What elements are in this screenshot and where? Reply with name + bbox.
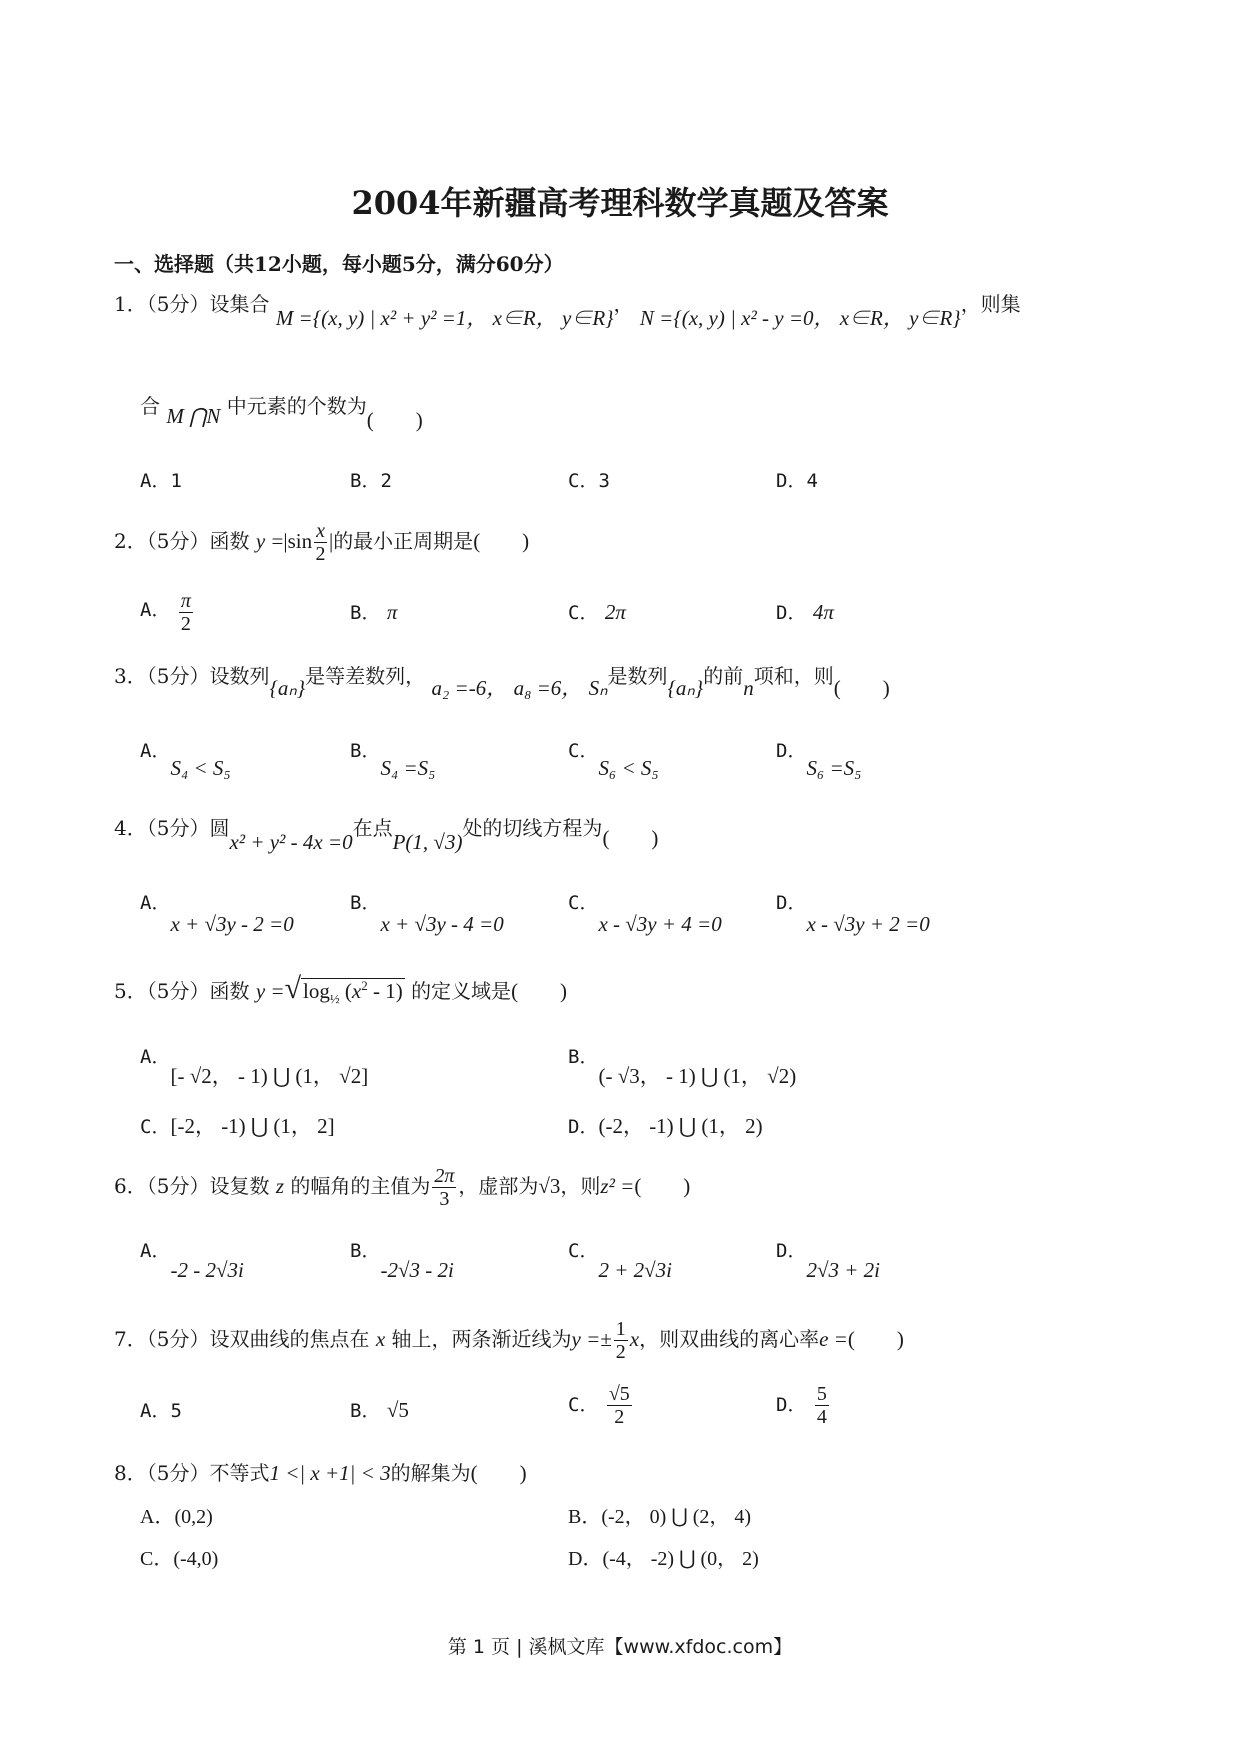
q2-option-a: A． $\frac{\pi}{2}$ — [140, 590, 191, 635]
q6-stem: 6．（5分）设复数 — [114, 1174, 270, 1198]
q2-fraction: $\frac{x}{2}$ — [315, 520, 326, 565]
q6-z2: z² = — [600, 1174, 635, 1198]
q3-a8: a₈ =6， — [513, 676, 583, 700]
q4-text2: 处的切线方程为 — [462, 816, 603, 840]
q7-option-a: A．5 — [140, 1400, 182, 1422]
q3-text2: 是数列 — [607, 664, 668, 688]
page-footer: 第 1 页 | 溪枫文库【www.xfdoc.com】 — [447, 1636, 793, 1658]
q8-paren: ( ) — [470, 1461, 527, 1485]
question-2: 2．（5分）函数 y =|sin $\frac{x}{2}$ |的最小正周期是( ) — [114, 520, 530, 565]
q1-paren: ( ) — [366, 408, 423, 432]
q4-option-b: B．x + √3y - 4 =0 — [350, 892, 504, 936]
question-5: 5．（5分）函数 $y =√\log_{\frac{1}{2}}$ $(x^2 - 1)$ 的定义域是( ) — [114, 972, 568, 1007]
q3-option-d: D．S₆ =S₅ — [776, 740, 862, 780]
q1-tail: ，则集 — [960, 292, 1021, 316]
q5-tail: 的定义域是 — [411, 979, 512, 1003]
q7-option-b: B． √5 — [350, 1398, 409, 1422]
q3-option-a: A．S₄ < S₅ — [140, 740, 231, 780]
q6-sqrt3: √3 — [538, 1174, 561, 1198]
q1-stem: 1．（5分）设集合 — [114, 292, 270, 316]
document-title: 2004年新疆高考理科数学真题及答案 — [351, 184, 889, 222]
q7-option-c: C． $\frac{√5}{2}$ — [568, 1383, 630, 1428]
q1-option-c: C．3 — [568, 470, 610, 492]
q2-option-d: D． 4π — [776, 600, 834, 624]
question-1: 1．（5分）设集合 M ={(x, y) | x² + y² =1， x∈R， y∈R}， N ={(x, y) | x² - y =0， x∈R， y∈R}，则集 — [114, 292, 1021, 330]
q3-sn: Sₙ — [588, 676, 608, 700]
q1-expr: M ⋂N — [166, 404, 221, 428]
q2-stem: 2．（5分）函数 — [114, 529, 250, 553]
question-8 — [114, 1457, 527, 1487]
q6-option-d: D．2√3 + 2i — [776, 1240, 880, 1282]
q7-x: x — [375, 1327, 386, 1351]
q3-stem: 3．（5分）设数列 — [114, 664, 270, 688]
q7-paren: ( ) — [847, 1327, 904, 1351]
q8-option-c: C．(-4,0) — [140, 1548, 219, 1570]
q3-an: {aₙ} — [269, 676, 306, 700]
q4-text1: 在点 — [352, 816, 393, 840]
q1-option-b: B．2 — [350, 470, 392, 492]
q6-paren: ( ) — [634, 1174, 691, 1198]
q3-option-b: B．S₄ =S₅ — [350, 740, 436, 780]
q7-e: e = — [819, 1327, 848, 1351]
q4-expr: x² + y² - 4x =0 — [229, 830, 353, 854]
q5-option-d: D．(-2， -1) ⋃ (1， 2) — [568, 1114, 763, 1138]
q5-option-c: C．[-2， -1) ⋃ (1， 2] — [140, 1114, 335, 1138]
q1-option-a: A．1 — [140, 470, 182, 492]
q1-set-n: N ={(x, y) | x² - y =0， x∈R， y∈R} — [639, 306, 961, 330]
q2-option-c: C． 2π — [568, 600, 626, 624]
q1-set-m: M ={(x, y) | x² + y² =1， x∈R， y∈R} — [275, 306, 614, 330]
question-1-line2 — [140, 390, 423, 432]
q2-tail: 的最小正周期是 — [333, 529, 474, 553]
q4-stem: 4．（5分）圆 — [114, 816, 230, 840]
q4-option-d: D．x - √3y + 2 =0 — [776, 892, 930, 936]
q8-option-a: A．(0,2) — [140, 1506, 213, 1528]
q1-option-d: D．4 — [776, 470, 818, 492]
q7-text1: 轴上，两条渐近线为 — [391, 1327, 572, 1351]
q3-a2: a₂ =-6， — [431, 676, 508, 700]
q2-expr-y: y — [255, 529, 266, 553]
q3-option-c: C．S₆ < S₅ — [568, 740, 659, 780]
q3-text1: 是等差数列， — [305, 664, 426, 688]
q4-option-c: C．x - √3y + 4 =0 — [568, 892, 722, 936]
q7-option-d: D． $\frac{5}{4}$ — [776, 1383, 827, 1428]
q3-paren: ( ) — [833, 676, 890, 700]
q3-an2: {aₙ} — [667, 676, 704, 700]
q4-paren: ( ) — [602, 826, 659, 850]
question-6 — [114, 1165, 690, 1210]
q2-paren: ( ) — [473, 529, 530, 553]
q6-text3: ，则 — [560, 1174, 601, 1198]
q5-option-b: B．(- √3， - 1) ⋃ (1， √2) — [568, 1046, 797, 1088]
q5-expr: y = — [255, 979, 285, 1003]
q6-fraction: $\frac{2\pi}{3}$ — [434, 1165, 455, 1210]
question-3 — [114, 660, 890, 700]
question-4 — [114, 812, 659, 854]
q6-text2: ，虚部为 — [458, 1174, 539, 1198]
q5-paren: ( ) — [511, 979, 568, 1003]
q7-text2: ，则双曲线的离心率 — [639, 1327, 820, 1351]
q8-stem: 8．（5分）不等式 — [114, 1461, 270, 1485]
q2-option-b: B． π — [350, 600, 398, 624]
q3-text4: 项和，则 — [753, 664, 834, 688]
q8-tail: 的解集为 — [390, 1461, 471, 1485]
q3-n: n — [743, 676, 754, 700]
q5-stem: 5．（5分）函数 — [114, 979, 250, 1003]
q6-option-a: A．-2 - 2√3i — [140, 1240, 244, 1282]
q3-text3: 的前 — [703, 664, 744, 688]
q4-point: P(1, √3) — [392, 830, 463, 854]
q5-option-a: A．[- √2， - 1) ⋃ (1， √2] — [140, 1046, 369, 1088]
q6-option-b: B．-2√3 - 2i — [350, 1240, 454, 1282]
q8-expr: 1 <| x +1| < 3 — [269, 1461, 391, 1485]
q8-option-b: B．(-2， 0) ⋃ (2， 4) — [568, 1506, 752, 1528]
q5-radicand: $\log_{\frac{1}{2}} (x^2 - 1)$ — [303, 978, 403, 1007]
section-heading: 一、选择题（共12小题，每小题5分，满分60分） — [114, 252, 564, 276]
q6-text1: 的幅角的主值为 — [290, 1174, 431, 1198]
q1-line2-text: 合 — [140, 394, 160, 418]
question-7: 7．（5分）设双曲线的焦点在 x 轴上，两条渐近线为y =± $\frac{1}{2}$ x，则双曲线的离心率e =( ) — [114, 1318, 904, 1363]
q6-z: z — [275, 1174, 284, 1198]
q1-line2-text2: 中元素的个数为 — [226, 394, 367, 418]
q7-expr: y =± — [571, 1327, 612, 1351]
q6-option-c: C．2 + 2√3i — [568, 1240, 672, 1282]
q8-option-d: D．(-4， -2) ⋃ (0， 2) — [568, 1548, 759, 1570]
q7-stem: 7．（5分）设双曲线的焦点在 — [114, 1327, 370, 1351]
q4-option-a: A．x + √3y - 2 =0 — [140, 892, 294, 936]
